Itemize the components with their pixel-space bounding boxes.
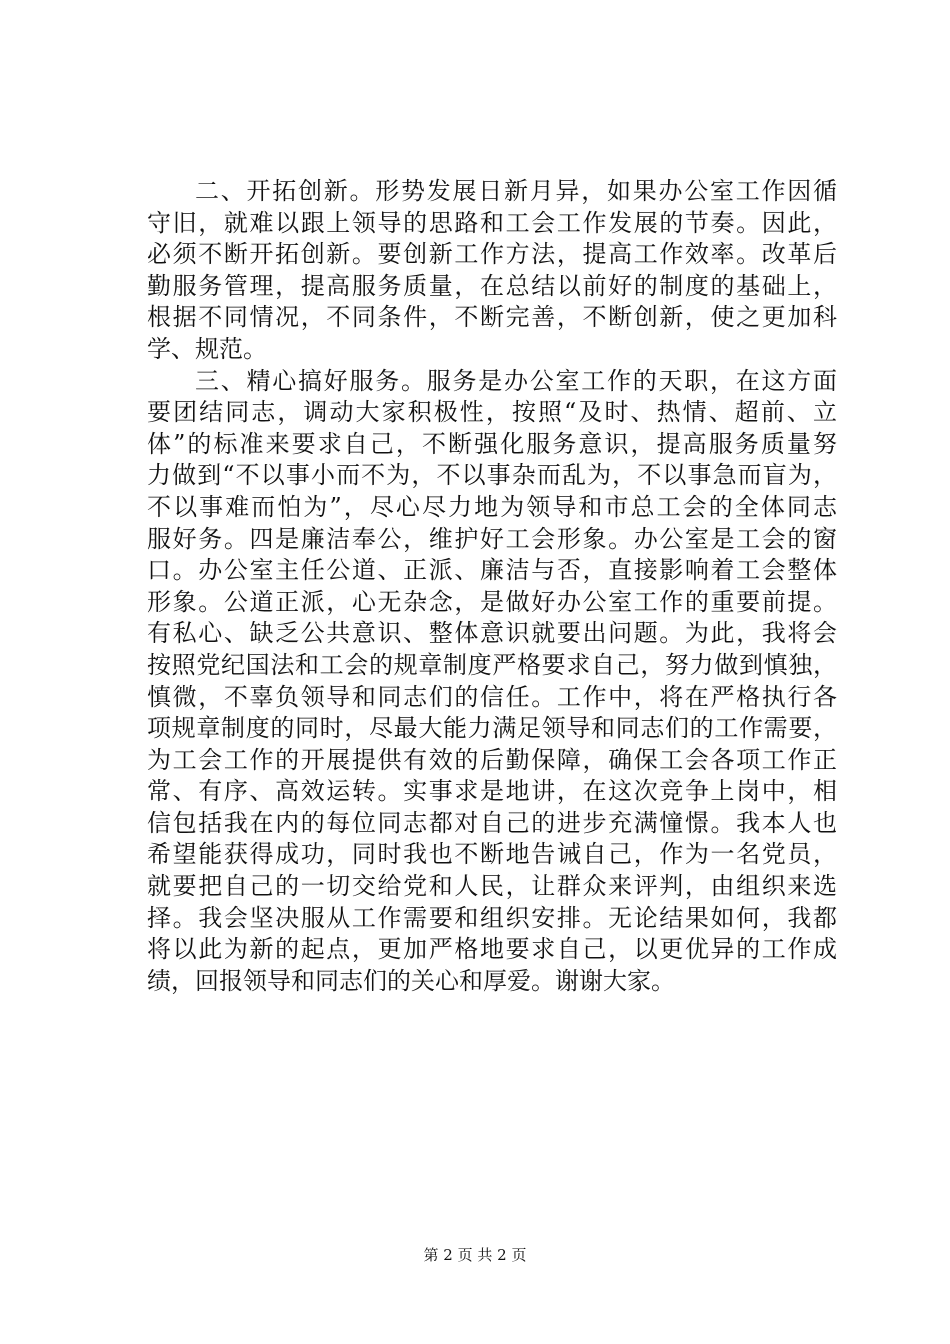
text-line: 希望能获得成功，同时我也不断地告诫自己，作为一名党员， xyxy=(147,840,837,869)
text-line: 必须不断开拓创新。要创新工作方法，提高工作效率。改革后 xyxy=(147,240,837,269)
text-line: 体”的标准来要求自己，不断强化服务意识，提高服务质量努 xyxy=(147,429,837,458)
text-line: 信包括我在内的每位同志都对自己的进步充满憧憬。我本人也 xyxy=(147,808,837,837)
document-body xyxy=(147,176,837,997)
text-line: 口。办公室主任公道、正派、廉洁与否，直接影响着工会整体 xyxy=(147,556,837,585)
text-line: 常、有序、高效运转。实事求是地讲，在这次竞争上岗中，相 xyxy=(147,777,837,806)
text-line: 要团结同志，调动大家积极性，按照“及时、热情、超前、立 xyxy=(147,398,837,427)
text-line: 不以事难而怕为”，尽心尽力地为领导和市总工会的全体同志 xyxy=(147,492,837,521)
text-line: 将以此为新的起点，更加严格地要求自己，以更优异的工作成 xyxy=(147,935,837,964)
text-line: 有私心、缺乏公共意识、整体意识就要出问题。为此，我将会 xyxy=(147,619,837,648)
text-line: 为工会工作的开展提供有效的后勤保障，确保工会各项工作正 xyxy=(147,745,837,774)
text-line: 项规章制度的同时，尽最大能力满足领导和同志们的工作需要， xyxy=(147,714,837,743)
text-line: 二、开拓创新。形势发展日新月异，如果办公室工作因循 xyxy=(195,177,837,205)
text-line: 择。我会坚决服从工作需要和组织安排。无论结果如何，我都 xyxy=(147,903,837,932)
text-line: 按照党纪国法和工会的规章制度严格要求自己，努力做到慎独， xyxy=(147,650,837,679)
text-line: 慎微，不辜负领导和同志们的信任。工作中，将在严格执行各 xyxy=(147,682,837,711)
text-line: 力做到“不以事小而不为，不以事杂而乱为，不以事急而盲为， xyxy=(147,461,837,490)
text-line: 勤服务管理，提高服务质量，在总结以前好的制度的基础上， xyxy=(147,271,837,300)
text-line: 根据不同情况，不同条件，不断完善，不断创新，使之更加科 xyxy=(147,303,837,332)
text-line: 就要把自己的一切交给党和人民，让群众来评判，由组织来选 xyxy=(147,872,837,901)
text-line: 学、规范。 xyxy=(147,334,267,363)
page-number: 第 2 页 共 2 页 xyxy=(423,1246,527,1264)
text-line: 守旧，就难以跟上领导的思路和工会工作发展的节奏。因此， xyxy=(147,208,837,237)
text-line: 三、精心搞好服务。服务是办公室工作的天职，在这方面 xyxy=(195,366,837,395)
text-line: 服好务。四是廉洁奉公，维护好工会形象。办公室是工会的窗 xyxy=(147,524,837,553)
page-footer xyxy=(0,1245,950,1265)
text-line: 绩，回报领导和同志们的关心和厚爱。谢谢大家。 xyxy=(147,966,675,995)
text-line: 形象。公道正派，心无杂念，是做好办公室工作的重要前提。 xyxy=(147,587,837,616)
